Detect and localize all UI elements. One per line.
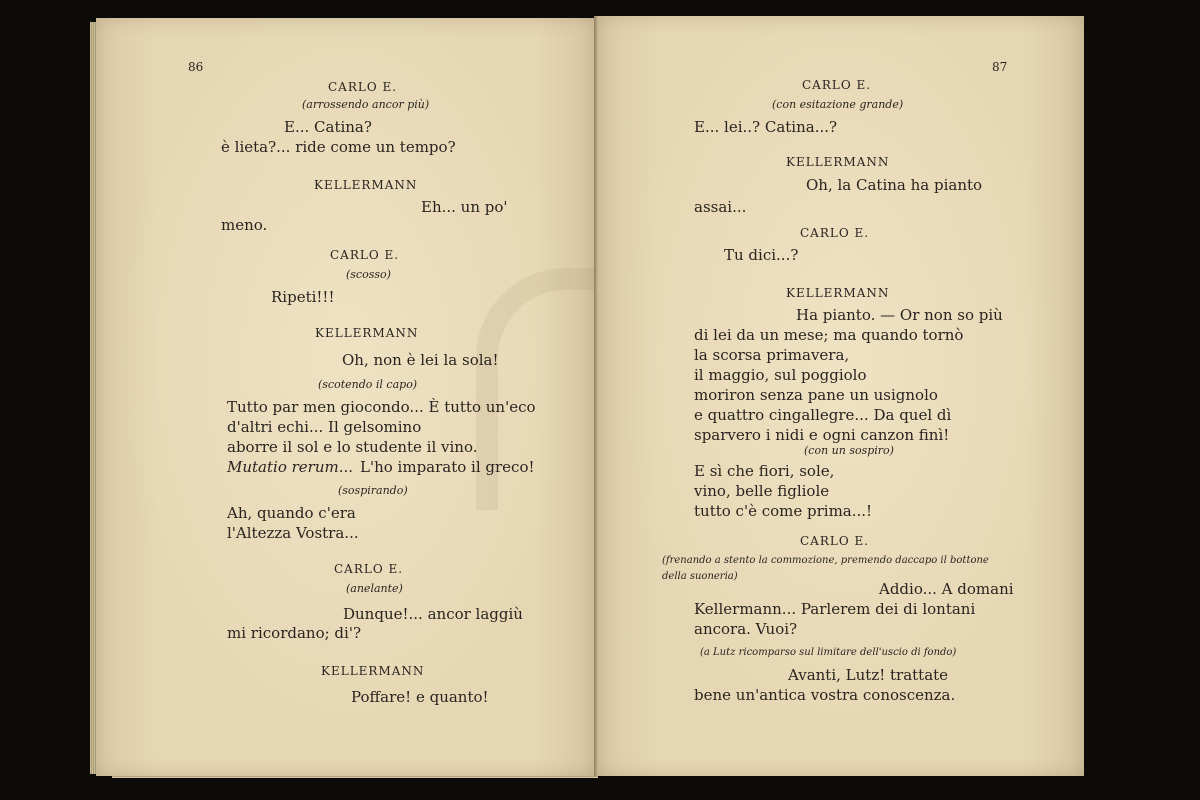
verse-line: sparvero i nidi e ogni canzon finì!: [694, 426, 950, 444]
verse-line: Ah, quando c'era: [227, 504, 356, 522]
verse-line: Ripeti!!!: [271, 288, 335, 306]
verse-line: di lei da un mese; ma quando tornò: [694, 326, 964, 344]
verse-line: e quattro cingallegre... Da quel dì: [694, 406, 952, 424]
verse-line: vino, belle figliole: [694, 482, 830, 500]
left-page: [96, 18, 596, 776]
verse-line: Kellermann... Parlerem dei di lontani: [694, 600, 976, 618]
verse-line: d'altri echi... Il gelsomino: [227, 418, 422, 436]
page-number: 87: [992, 60, 1008, 74]
latin-phrase: Mutatio rerum...: [227, 458, 354, 476]
verse-line: L'ho imparato il greco!: [360, 458, 535, 476]
verse-line: l'Altezza Vostra...: [227, 524, 359, 542]
verse-line: Oh, non è lei la sola!: [342, 351, 499, 369]
speaker-name: CARLO E.: [328, 80, 398, 94]
verse-line: Tu dici...?: [724, 246, 799, 264]
verse-line: Eh... un po': [421, 198, 508, 216]
verse-line: Addio... A domani: [879, 580, 1014, 598]
verse-line: meno.: [221, 216, 268, 234]
verse-line: Dunque!... ancor laggiù: [343, 605, 523, 623]
stage-direction: (a Lutz ricomparso sul limitare dell'uscio di fondo): [700, 647, 957, 658]
verse-line: mi ricordano; di'?: [227, 624, 361, 642]
speaker-name: CARLO E.: [800, 534, 870, 548]
speaker-name: CARLO E.: [334, 562, 404, 576]
verse-line: la scorsa primavera,: [694, 346, 850, 364]
page-number: 86: [188, 60, 204, 74]
speaker-name: KELLERMANN: [786, 155, 890, 169]
verse-line: E... lei..? Catina...?: [694, 118, 838, 136]
stage-direction: (con esitazione grande): [772, 98, 904, 111]
speaker-name: CARLO E.: [330, 248, 400, 262]
stage-direction: (frenando a stento la commozione, premendo daccapo il bottone: [662, 555, 989, 566]
verse-line: aborre il sol e lo studente il vino.: [227, 438, 478, 456]
stage-direction: (arrossendo ancor più): [302, 98, 430, 111]
verse-line: è lieta?... ride come un tempo?: [221, 138, 456, 156]
speaker-name: CARLO E.: [802, 78, 872, 92]
speaker-name: KELLERMANN: [786, 286, 890, 300]
speaker-name: KELLERMANN: [314, 178, 418, 192]
verse-line: assai...: [694, 198, 747, 216]
verse-line: E sì che fiori, sole,: [694, 462, 835, 480]
verse-line: tutto c'è come prima...!: [694, 502, 873, 520]
speaker-name: KELLERMANN: [321, 664, 425, 678]
stage-direction: (anelante): [346, 582, 403, 595]
verse-line: Avanti, Lutz! trattate: [788, 666, 949, 684]
stage-direction: (con un sospiro): [804, 444, 894, 457]
verse-line: bene un'antica vostra conoscenza.: [694, 686, 956, 704]
verse-line: Ha pianto. — Or non so più: [796, 306, 1003, 324]
stage-direction: (scotendo il capo): [318, 378, 418, 391]
right-page: [598, 16, 1084, 776]
verse-line: Oh, la Catina ha pianto: [806, 176, 983, 194]
speaker-name: KELLERMANN: [315, 326, 419, 340]
verse-line: E... Catina?: [284, 118, 372, 136]
verse-line: Tutto par men giocondo... È tutto un'eco: [227, 398, 536, 416]
stage-direction: (scosso): [346, 268, 391, 281]
verse-line: moriron senza pane un usignolo: [694, 386, 938, 404]
verse-line: il maggio, sul poggiolo: [694, 366, 867, 384]
speaker-name: CARLO E.: [800, 226, 870, 240]
verse-line: ancora. Vuoi?: [694, 620, 798, 638]
stage-direction: della suoneria): [662, 571, 738, 582]
stage-direction: (sospirando): [338, 484, 408, 497]
verse-line: Poffare! e quanto!: [351, 688, 489, 706]
